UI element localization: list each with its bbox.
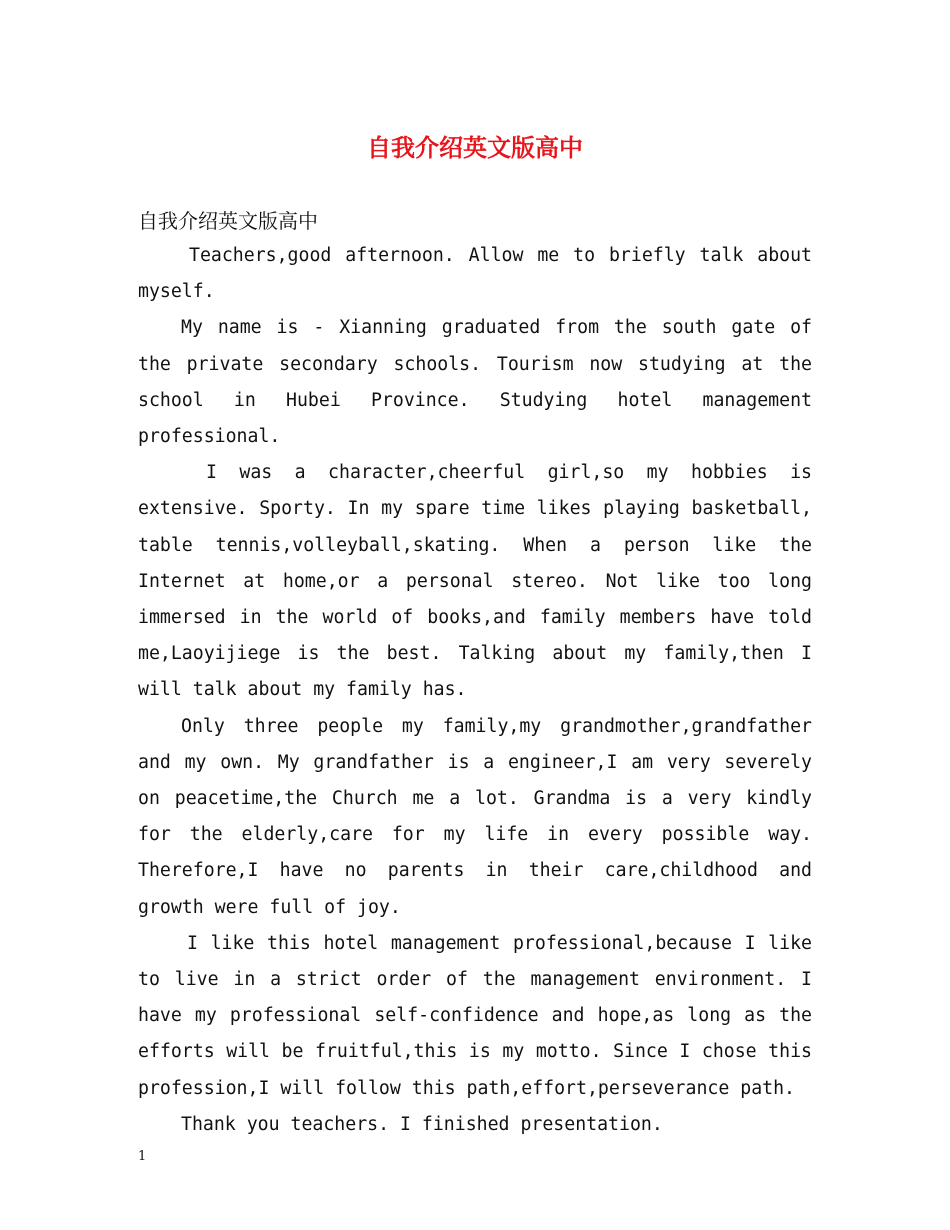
document-subtitle: 自我介绍英文版高中 bbox=[138, 209, 318, 233]
document-body bbox=[138, 238, 812, 1143]
document-title: 自我介绍英文版高中 bbox=[367, 133, 583, 162]
paragraph-profession: I like this hotel management professional,because I like to live in a strict order of the management environment. I have my professional self-confidence and hope,as long as the efforts will be fruitful,this is my motto. Since I chose this profession,I will follow this path,effort,perseverance path. bbox=[138, 932, 812, 1099]
paragraph-name: My name is - Xianning graduated from the south gate of the private secondary schools. Tourism now studying at the school in Hubei Province. Studying hotel management professional. bbox=[138, 317, 812, 448]
paragraph-greeting: Teachers,good afternoon. Allow me to briefly talk about myself. bbox=[138, 245, 812, 303]
page-number: 1 bbox=[138, 1149, 147, 1164]
paragraph-family: Only three people my family,my grandmother,grandfather and my own. My grandfather is a engineer,I am very severely on peacetime,the Church me a lot. Grandma is a very kindly for the elderly,care for my life in every possible way. Therefore,I have no parents in their care,childhood and growth were full of joy. bbox=[138, 715, 812, 918]
paragraph-closing: Thank you teachers. I finished presentation. bbox=[181, 1113, 663, 1135]
paragraph-hobbies: I was a character,cheerful girl,so my hobbies is extensive. Sporty. In my spare time likes playing basketball, table tennis,volleyball,skating. When a person like the Internet at home,or a personal stereo. Not like too long immersed in the world of books,and family members have told me,Laoyijiege is the best. Talking about my family,then I will talk about my family has. bbox=[138, 462, 812, 701]
